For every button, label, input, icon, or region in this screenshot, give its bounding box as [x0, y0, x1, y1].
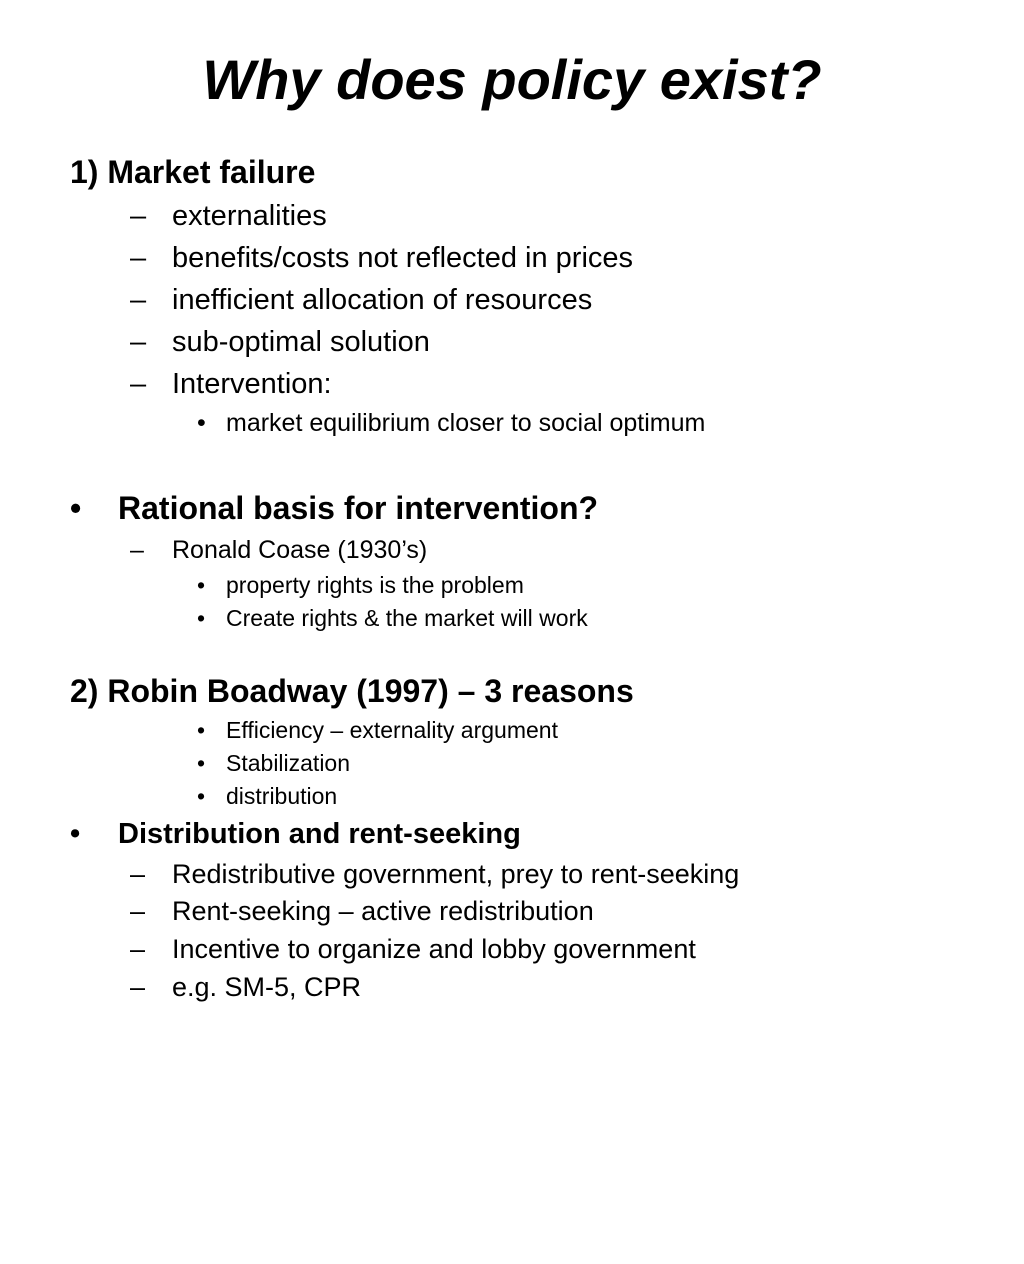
bullet-marker: • [70, 818, 81, 850]
bullet-marker: • [197, 572, 206, 598]
list-item-ronald-coase: Ronald Coase (1930’s) [172, 536, 428, 564]
sub-item-market-equilibrium: market equilibrium closer to social optimum [226, 409, 706, 437]
list-item-redistributive-government: Redistributive government, prey to rent-seeking [172, 859, 740, 889]
sub-item-property-rights: property rights is the problem [226, 572, 524, 598]
section-heading-rational-basis: Rational basis for intervention? [118, 490, 599, 526]
dash-marker: – [130, 200, 147, 232]
bullet-marker: • [70, 490, 82, 526]
dash-marker: – [130, 972, 146, 1002]
list-item-incentive-lobby: Incentive to organize and lobby government [172, 934, 696, 964]
sub-item-create-rights: Create rights & the market will work [226, 605, 588, 631]
list-item-rent-seeking: Rent-seeking – active redistribution [172, 896, 594, 926]
bullet-marker: • [197, 783, 206, 809]
sub-item-efficiency: Efficiency – externality argument [226, 717, 558, 743]
list-item-example: e.g. SM-5, CPR [172, 972, 362, 1002]
dash-marker: – [130, 284, 147, 316]
dash-marker: – [130, 859, 146, 889]
section-heading-market-failure: 1) Market failure [70, 154, 316, 190]
bullet-marker: • [197, 605, 206, 631]
dash-marker: – [130, 896, 146, 926]
page-title: Why does policy exist? [202, 48, 822, 111]
sub-item-stabilization: Stabilization [226, 750, 351, 776]
section-heading-boadway: 2) Robin Boadway (1997) – 3 reasons [70, 673, 634, 709]
list-item-intervention: Intervention: [172, 368, 332, 400]
bullet-marker: • [197, 409, 206, 437]
dash-marker: – [130, 368, 147, 400]
section-heading-distribution: Distribution and rent-seeking [118, 818, 521, 850]
sub-item-distribution: distribution [226, 783, 338, 809]
list-item-benefits-costs: benefits/costs not reflected in prices [172, 242, 634, 274]
dash-marker: – [130, 326, 147, 358]
bullet-marker: • [197, 750, 206, 776]
dash-marker: – [130, 242, 147, 274]
list-item-sub-optimal: sub-optimal solution [172, 326, 430, 358]
list-item-externalities: externalities [172, 200, 327, 232]
bullet-marker: • [197, 717, 206, 743]
dash-marker: – [130, 536, 144, 564]
list-item-inefficient-allocation: inefficient allocation of resources [172, 284, 593, 316]
dash-marker: – [130, 934, 146, 964]
